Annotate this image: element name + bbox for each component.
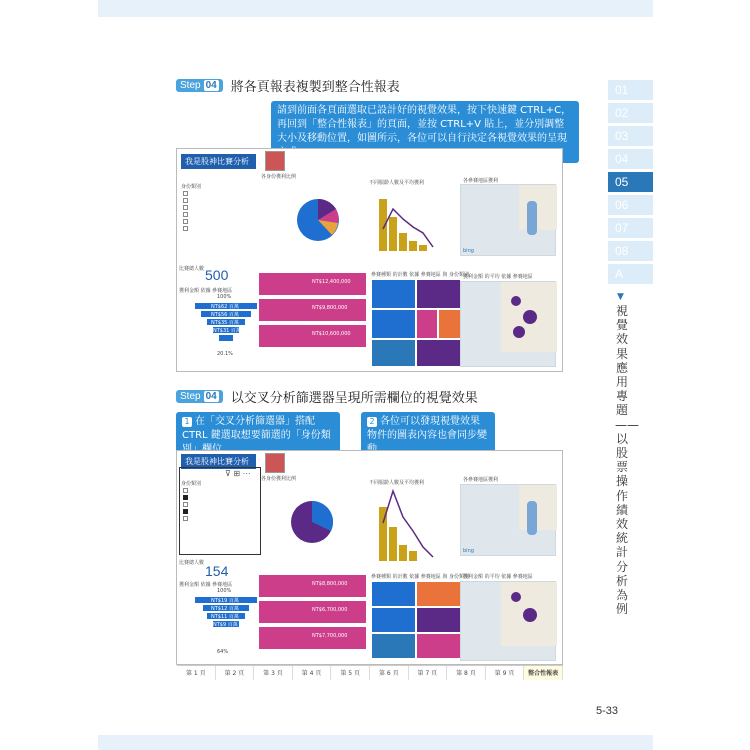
- page-tab[interactable]: 第 2 頁: [216, 666, 255, 680]
- treemap-cell: [371, 309, 416, 339]
- step-badge-label: Step: [180, 80, 201, 91]
- page-tab[interactable]: 第 6 頁: [370, 666, 409, 680]
- funnel-value: NT$35 百萬: [211, 320, 239, 326]
- funnel-value: NT$56 百萬: [211, 312, 239, 318]
- treemap-cell: [416, 309, 438, 339]
- slicer-label: 身份類別: [181, 481, 202, 487]
- footer-band: [98, 735, 653, 750]
- funnel-top: 100%: [217, 588, 232, 594]
- treemap-cell: [416, 633, 461, 659]
- pie-label: 各身份獲利比例: [261, 174, 297, 180]
- map-label: 各參賽地區獲利: [463, 477, 499, 483]
- card-value: NT$10,600,000: [312, 331, 351, 337]
- combo-bar: [399, 233, 407, 251]
- funnel-value: NT$62 百萬: [211, 304, 239, 310]
- report-panel-2: [176, 450, 563, 665]
- card-value: NT$7,700,000: [312, 633, 348, 639]
- map2-label: 獲利金額 的平均 依據 參賽地區: [463, 574, 533, 580]
- map-bubble: [523, 608, 537, 622]
- slicer-list[interactable]: [183, 191, 188, 231]
- page-tab-active[interactable]: 整合性報表: [524, 666, 563, 680]
- funnel-value: NT$12 百萬: [211, 606, 239, 612]
- chapter-tab[interactable]: 08: [608, 241, 653, 261]
- treemap-cell: [371, 581, 416, 607]
- map-label: 各參賽地區獲利: [463, 178, 499, 184]
- funnel-label: 獲利金額 依據 參賽地區: [179, 582, 233, 588]
- chapter-arrow-icon: ▼: [617, 292, 624, 302]
- step-badge-label: Step: [180, 391, 201, 402]
- map-land: [519, 485, 557, 530]
- callout-text: 在「交叉分析篩選器」搭配 CTRL 鍵選取想要篩選的「身份類: [182, 416, 331, 441]
- funnel-value: NT$9 百萬: [213, 622, 238, 628]
- map2-visual[interactable]: [460, 581, 556, 661]
- chapter-tab[interactable]: 06: [608, 195, 653, 215]
- map-visual[interactable]: [460, 184, 556, 256]
- pie-chart: [262, 189, 357, 251]
- map-island: [527, 501, 537, 535]
- funnel-value: NT$31 百萬: [213, 328, 241, 334]
- treemap-cell: [371, 633, 416, 659]
- page-tab[interactable]: 第 5 頁: [331, 666, 370, 680]
- slicer-label: 身份類別: [181, 184, 202, 190]
- slicer-toolbar-icon[interactable]: ⊽ ⊞ ⋯: [225, 469, 251, 478]
- count-label: 比賽總人數: [179, 560, 205, 566]
- chapter-title: 視覺效果應用專題——以股票操作績效統計分析為例: [615, 304, 639, 617]
- page-tab[interactable]: 第 9 頁: [486, 666, 525, 680]
- chapter-tab[interactable]: A: [608, 264, 653, 284]
- card-value: NT$8,800,000: [312, 581, 348, 587]
- page-tab[interactable]: 第 3 頁: [254, 666, 293, 680]
- chapter-tab-active[interactable]: 05: [608, 172, 653, 192]
- treemap-label: 參賽種類 的計數 依據 參賽地區 與 身份類別: [371, 272, 469, 278]
- map-land: [519, 185, 557, 230]
- count-label: 比賽總人數: [179, 266, 205, 272]
- combo-bar: [399, 545, 407, 561]
- treemap-cell: [371, 607, 416, 633]
- callout-number: 2: [367, 417, 377, 427]
- chapter-tab[interactable]: 04: [608, 149, 653, 169]
- combo-bar: [409, 551, 417, 561]
- page-tabs: [177, 665, 563, 680]
- page-tab[interactable]: 第 8 頁: [447, 666, 486, 680]
- step-badge: [176, 79, 223, 92]
- map-bubble: [523, 310, 537, 324]
- combo-label: 不同服齡人數及平均獲利: [369, 480, 425, 486]
- step1-heading: [176, 76, 400, 95]
- map2-label: 獲利金額 的平均 依據 參賽地區: [463, 274, 533, 280]
- map-visual[interactable]: [460, 484, 556, 556]
- report-title: 我是股神比賽分析: [181, 454, 256, 469]
- chapter-tab[interactable]: 01: [608, 80, 653, 100]
- map-bubble: [511, 296, 521, 306]
- treemap-cell: [438, 309, 461, 339]
- pie-chart: [262, 491, 357, 553]
- chapter-index: [608, 80, 653, 287]
- map-island: [527, 201, 537, 235]
- funnel-value: NT$11 百萬: [211, 614, 239, 620]
- treemap-cell: [371, 279, 416, 309]
- funnel-top: 100%: [217, 294, 232, 300]
- funnel-label: 獲利金額 依據 參賽地區: [179, 288, 233, 294]
- funnel-bar: [219, 335, 233, 341]
- page-tab[interactable]: 第 1 頁: [177, 666, 216, 680]
- combo-bar: [409, 241, 417, 251]
- combo-bar: [419, 245, 427, 251]
- report-title: 我是股神比賽分析: [181, 154, 256, 169]
- step2-heading: [176, 387, 478, 406]
- count-value: 154: [205, 563, 229, 579]
- count-value: 500: [205, 267, 229, 283]
- page-tab[interactable]: 第 7 頁: [409, 666, 448, 680]
- avatar: [265, 151, 285, 171]
- step1-callout-text: 請到前面各頁面選取已設計好的視覺效果，按下快速鍵 CTRL+C，再回到「整合性報表」的頁面，並按 CTRL+V 貼上，並分別調整大小及移動位置，如圖所示，各位可以自行決定各視覺效果的呈現: [277, 105, 572, 144]
- map-brand: bing: [463, 548, 474, 554]
- page-number: 5-33: [596, 705, 619, 717]
- step2-heading-text: 以交叉分析篩選器呈現所需欄位的視覺效果: [230, 391, 478, 406]
- funnel-bottom: 64%: [217, 649, 229, 655]
- card-value: NT$9,800,000: [312, 305, 348, 311]
- callout-number: 1: [182, 417, 192, 427]
- pie-label: 各身份獲利比例: [261, 476, 297, 482]
- avatar: [265, 453, 285, 473]
- treemap-cell: [416, 279, 461, 309]
- card-value: NT$12,400,000: [312, 279, 351, 285]
- combo-chart: [369, 189, 454, 257]
- combo-label: 不同服齡人數及平均獲利: [369, 180, 425, 186]
- report-panel-1: [176, 148, 563, 372]
- treemap-cell: [416, 581, 461, 607]
- treemap-cell: [416, 339, 461, 367]
- step-badge: [176, 390, 223, 403]
- step-badge-num: 04: [205, 391, 217, 402]
- combo-bar: [389, 527, 397, 561]
- map-brand: bing: [463, 248, 474, 254]
- combo-chart: [369, 487, 454, 563]
- step1-heading-text: 將各頁報表複製到整合性報表: [230, 80, 400, 95]
- treemap-cell: [416, 607, 461, 633]
- page-tab[interactable]: 第 4 頁: [293, 666, 332, 680]
- map-bubble: [511, 592, 521, 602]
- treemap[interactable]: [371, 279, 461, 367]
- chapter-tab[interactable]: 02: [608, 103, 653, 123]
- card-value: NT$6,700,000: [312, 607, 348, 613]
- chapter-tab[interactable]: 07: [608, 218, 653, 238]
- slicer-list[interactable]: [183, 488, 188, 521]
- treemap-label: 參賽種類 的計數 依據 參賽地區 與 身份類別: [371, 574, 469, 580]
- step-badge-num: 04: [205, 80, 217, 91]
- funnel-value: NT$19 百萬: [211, 598, 239, 604]
- combo-bar: [389, 217, 397, 251]
- chapter-tab[interactable]: 03: [608, 126, 653, 146]
- treemap-cell: [371, 339, 416, 367]
- header-band: [98, 0, 653, 17]
- map2-visual[interactable]: [460, 281, 556, 367]
- callout-text: 各位可以發現視覺效果物件的圖表內容也會同步變: [367, 416, 487, 441]
- map-bubble: [513, 326, 525, 338]
- treemap[interactable]: [371, 581, 461, 659]
- funnel-bottom: 20.1%: [217, 351, 233, 357]
